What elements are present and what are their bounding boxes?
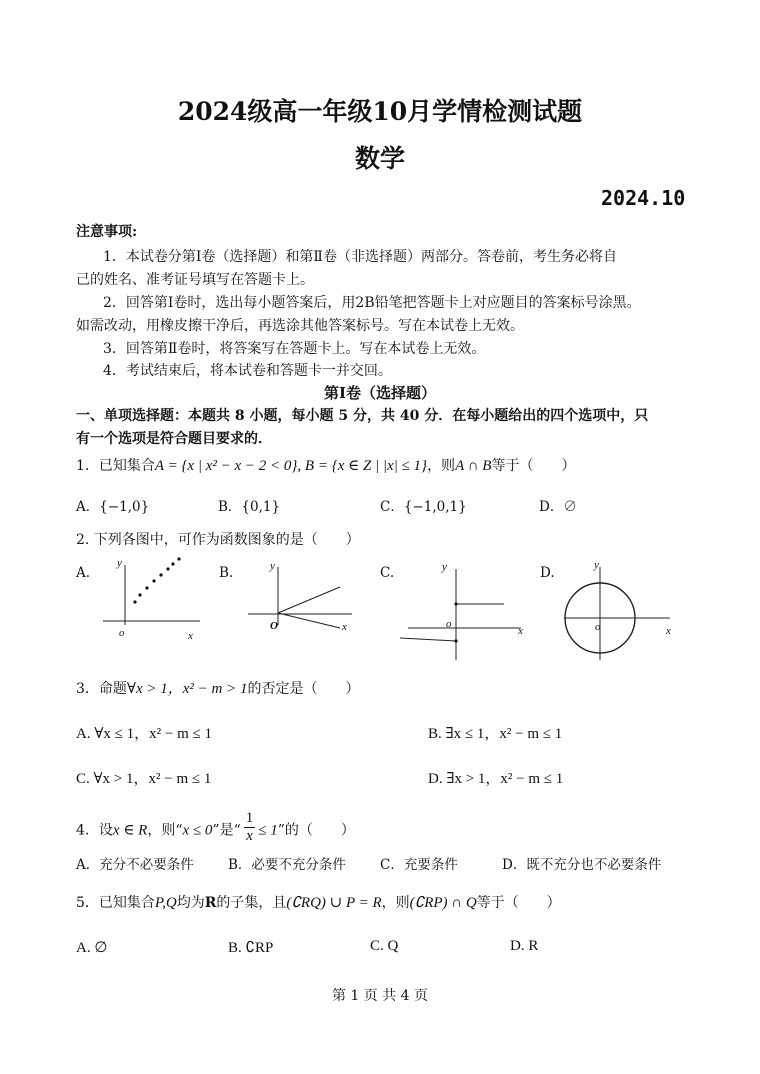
q2d-x-label: x — [666, 625, 671, 637]
q5-expr: (∁RP) ∩ Q — [409, 895, 477, 911]
q2b-origin: O — [270, 620, 278, 632]
q4-q-rest: ≤ 1 — [258, 822, 278, 839]
q3-suffix: 的否定是（ ） — [247, 681, 360, 697]
q4-frac-den: x — [246, 828, 253, 844]
notice-item-2-cont: 如需改动，用橡皮擦干净后，再选涂其他答案标号。写在本试卷上无效。 — [76, 318, 524, 334]
section-title: 第Ⅰ卷（选择题） — [323, 384, 437, 402]
q2-label-a[interactable]: A. — [76, 565, 91, 581]
q2a-y-label: y — [117, 557, 122, 569]
q2-graph-d — [560, 555, 680, 665]
q4-option-b[interactable]: B．必要不充分条件 — [228, 857, 346, 873]
notice-item-4: 4．考试结束后，将本试卷和答题卡一并交回。 — [103, 363, 392, 379]
section-intro-line2: 有一个选项是符合题目要求的． — [76, 431, 272, 447]
q5-cond: (∁RQ) ∪ P = R — [286, 895, 382, 911]
q3-prefix: 3．命题 — [76, 681, 127, 697]
q3-option-c[interactable]: C. ∀x > 1，x² − m ≤ 1 — [76, 771, 212, 787]
exam-title: 2024级高一年级10月学情检测试题 — [177, 97, 583, 126]
q1-option-d[interactable]: D．∅ — [539, 499, 577, 515]
q2c-y-label: y — [442, 561, 447, 573]
q4-frac-num: 1 — [245, 810, 254, 826]
q3-option-d[interactable]: D. ∃x > 1，x² − m ≤ 1 — [428, 771, 564, 787]
q5-r: R — [204, 895, 217, 911]
q2b-x-label: x — [342, 621, 347, 633]
q5-prefix: 5．已知集合 — [76, 895, 155, 911]
q3-math: ∀x > 1，x² − m > 1 — [126, 681, 248, 697]
q1-suffix: ，则 — [427, 458, 456, 474]
q2-graph-a — [95, 555, 205, 645]
q1-prefix: 1．已知集合 — [76, 458, 155, 474]
q1-set-a: A = {x | x² − x − 2 < 0} — [154, 458, 298, 474]
q2-graph-c — [396, 555, 532, 665]
notice-item-1: 1．本试卷分第Ⅰ卷（选择题）和第Ⅱ卷（非选择题）两部分。答卷前，考生务必将自 — [103, 249, 617, 265]
q5-end: 等于（ ） — [476, 895, 561, 911]
notice-heading: 注意事项: — [76, 224, 138, 240]
q3-option-b[interactable]: B. ∃x ≤ 1，x² − m ≤ 1 — [428, 726, 563, 742]
subject-title: 数学 — [354, 144, 405, 173]
q5-sets: P,Q — [154, 895, 177, 911]
question-1-stem — [76, 455, 575, 475]
q4-option-d[interactable]: D．既不充分也不必要条件 — [502, 857, 662, 873]
q4-fraction — [244, 810, 256, 845]
q5-mid3: ，则 — [381, 895, 410, 911]
question-5-stem — [76, 892, 561, 912]
question-4-stem — [76, 810, 355, 848]
question-3-stem — [76, 677, 360, 698]
q2c-x-label: x — [518, 625, 523, 637]
exam-date: 2024.10 — [601, 186, 686, 210]
q4-p: x ≤ 0 — [182, 822, 213, 839]
q2-label-c[interactable]: C. — [380, 565, 395, 581]
question-2-stem: 2. 下列各图中，可作为函数图象的是（ ） — [76, 532, 360, 548]
q1-set-b: , B = {x ∈ Z | |x| ≤ 1} — [297, 458, 428, 474]
q4-option-c[interactable]: C．充要条件 — [380, 857, 458, 873]
q2-label-d[interactable]: D. — [540, 565, 555, 581]
q3-option-a[interactable]: A. ∀x ≤ 1，x² − m ≤ 1 — [76, 726, 212, 742]
q5-option-d[interactable]: D. R — [510, 938, 539, 954]
q2-label-b[interactable]: B. — [219, 565, 234, 581]
notice-item-2: 2．回答第Ⅰ卷时，选出每小题答案后，用2B铅笔把答题卡上对应题目的答案标号涂黑。 — [103, 295, 641, 311]
q4-cond: x ∈ R — [112, 822, 148, 839]
q1-option-b[interactable]: B．{0,1} — [218, 499, 281, 515]
q2a-origin: o — [119, 627, 125, 639]
page-footer: 第 1 页 共 4 页 — [331, 988, 429, 1004]
q2d-y-label: y — [594, 559, 599, 571]
notice-item-3: 3．回答第Ⅱ卷时，将答案写在答题卡上。写在本试卷上无效。 — [103, 341, 486, 357]
q4-end: ”的（ ） — [277, 822, 355, 839]
q4-mid1: ，则“ — [147, 822, 183, 839]
q1-expr: A ∩ B — [455, 458, 492, 474]
q2d-origin: o — [595, 621, 601, 633]
q5-option-a[interactable]: A. ∅ — [76, 940, 108, 956]
q5-mid2: 的子集，且 — [216, 895, 287, 911]
q4-prefix: 4．设 — [76, 822, 113, 839]
q4-mid2: ”是“ — [212, 822, 241, 839]
q1-end: 等于（ ） — [491, 458, 576, 474]
q5-mid1: 均为 — [176, 895, 205, 911]
notice-item-1-cont: 己的姓名、准考证号填写在答题卡上。 — [76, 272, 314, 288]
q1-option-a[interactable]: A．{−1,0} — [76, 499, 150, 515]
section-intro-line1: 一、单项选择题：本题共 8 小题，每小题 5 分，共 40 分．在每小题给出的四个选项中，只 — [76, 408, 649, 424]
q2b-y-label: y — [270, 560, 275, 572]
q5-option-c[interactable]: C. Q — [370, 938, 399, 954]
q2c-origin: o — [446, 618, 452, 630]
q5-option-b[interactable]: B. ∁RP — [228, 940, 274, 956]
q1-option-c[interactable]: C．{−1,0,1} — [380, 499, 467, 515]
q2a-x-label: x — [188, 630, 193, 642]
q2-graph-b — [240, 555, 360, 645]
q4-option-a[interactable]: A．充分不必要条件 — [76, 857, 194, 873]
